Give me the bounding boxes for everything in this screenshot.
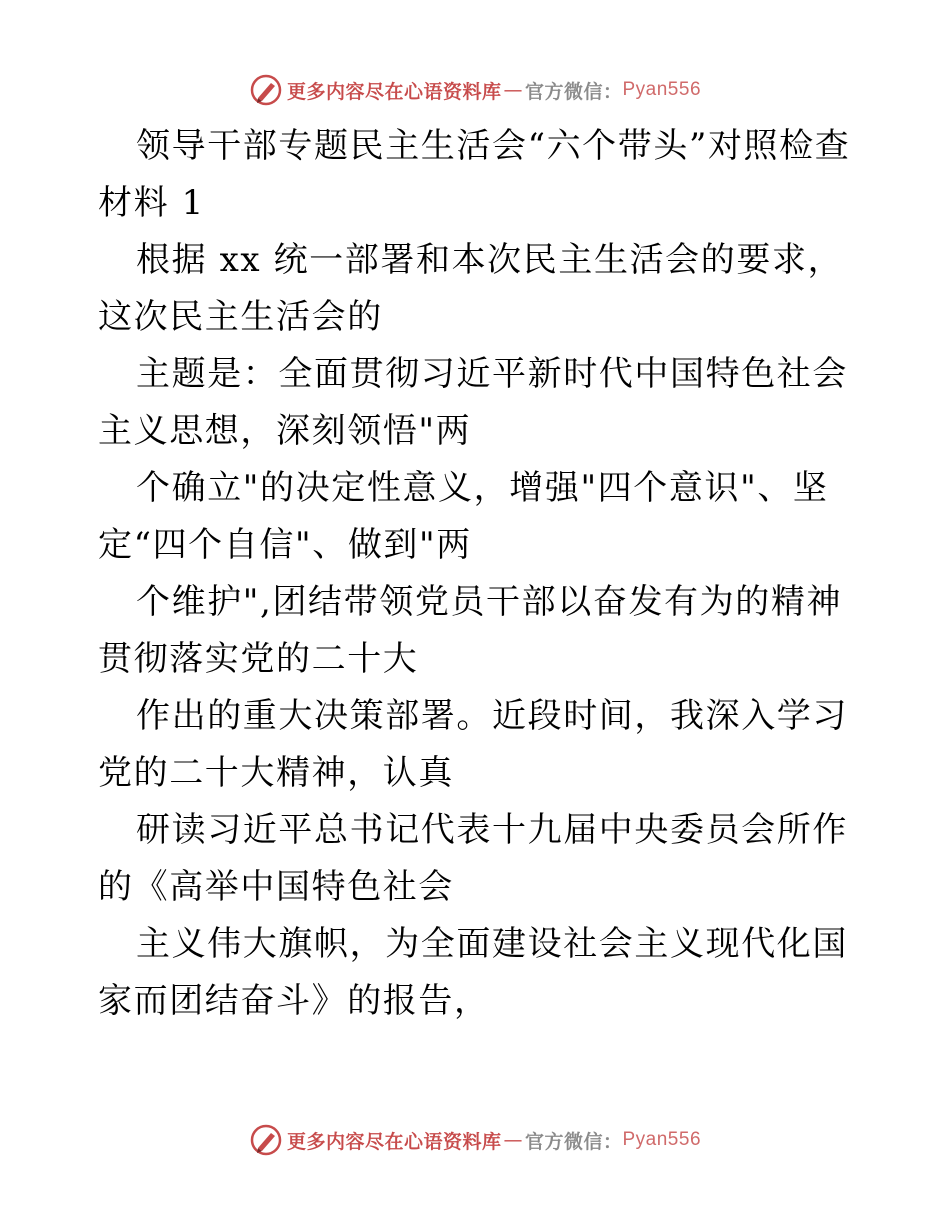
- paragraph: 作出的重大决策部署。近段时间，我深入学习党的二十大精神，认真: [98, 696, 848, 793]
- banner-site-text: 更多内容尽在心语资料库: [286, 1130, 502, 1153]
- banner-wechat-label: 官方微信：: [524, 1130, 623, 1153]
- paragraph: 根据 xx 统一部署和本次民主生活会的要求，这次民主生活会的: [98, 240, 844, 337]
- document-title: 领导干部专题民主生活会“六个带头”对照检查材料 1: [98, 126, 851, 223]
- header-banner: [0, 70, 950, 110]
- paragraph: 研读习近平总书记代表十九届中央委员会所作的《高举中国特色社会: [98, 810, 848, 907]
- document-body: [98, 118, 858, 1030]
- paragraph: 主题是：全面贯彻习近平新时代中国特色社会主义思想，深刻领悟"两: [98, 354, 848, 451]
- banner-wechat-id: Pyan556: [622, 1129, 702, 1150]
- banner-site-text: 更多内容尽在心语资料库: [286, 80, 502, 103]
- paragraph: 个维护",团结带领党员干部以奋发有为的精神贯彻落实党的二十大: [98, 582, 843, 679]
- banner-wechat-id: Pyan556: [622, 79, 702, 100]
- banner-wechat-label: 官方微信：: [524, 80, 623, 103]
- footer-banner: [0, 1120, 950, 1160]
- pen-logo-icon: [249, 1123, 283, 1157]
- pen-logo-icon: [249, 73, 283, 107]
- paragraph: 主义伟大旗帜，为全面建设社会主义现代化国家而团结奋斗》的报告，: [98, 924, 848, 1021]
- banner-dash: —: [503, 1129, 523, 1151]
- banner-dash: —: [503, 79, 523, 101]
- paragraph: 个确立"的决定性意义，增强"四个意识"、坚定“四个自信"、做到"两: [98, 468, 829, 565]
